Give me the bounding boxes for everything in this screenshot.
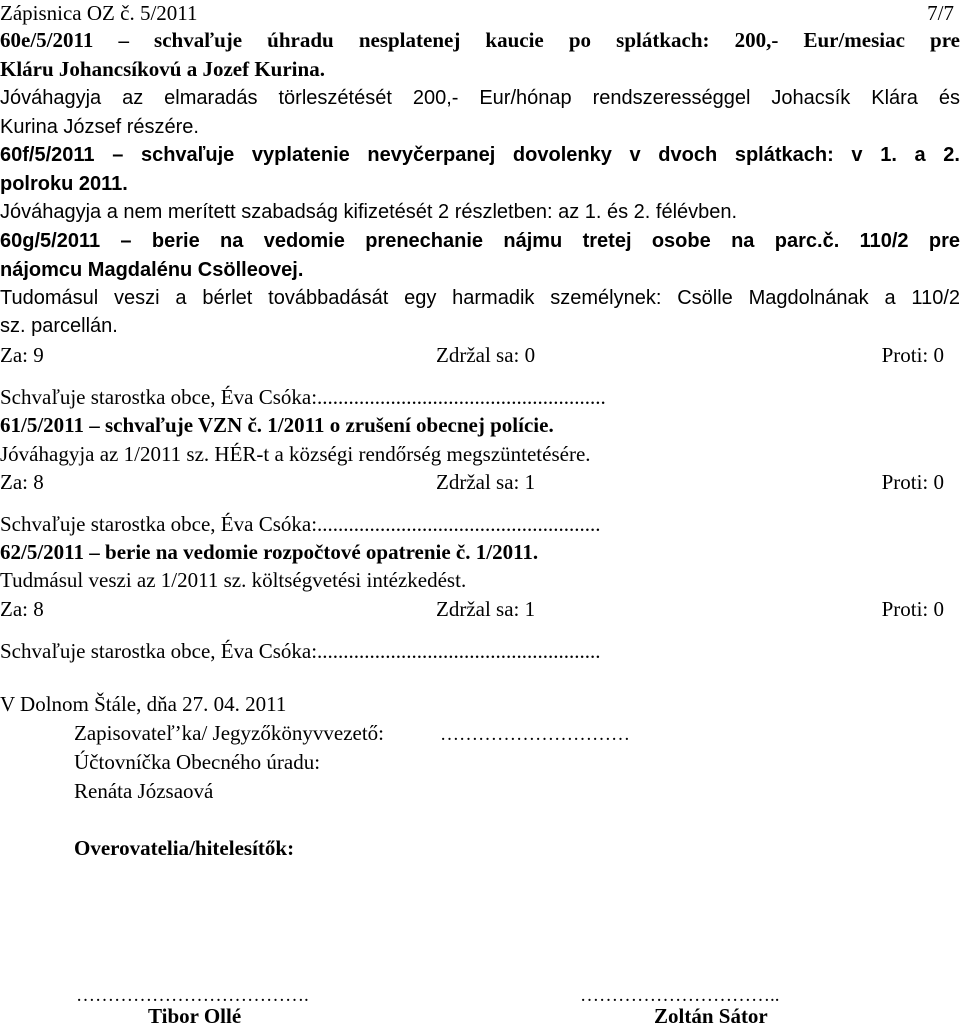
- votes-for: Za: 9: [0, 343, 44, 367]
- document-title: Zápisnica OZ č. 5/2011: [0, 1, 198, 25]
- resolution-60g-hu: Tudomásul veszi a bérlet továbbadását egy harmadik személynek: Csölle Magdolnának a 110/2: [0, 287, 960, 309]
- votes-against: Proti: 0: [881, 470, 944, 494]
- verifier-2-name: Zoltán Sátor: [654, 1004, 768, 1028]
- votes-for: Za: 8: [0, 470, 44, 494]
- accountant-name: Renáta Józsaová: [74, 779, 214, 803]
- resolution-60f-title-cont: polroku 2011.: [0, 173, 128, 195]
- accountant-label: Účtovníčka Obecného úradu:: [74, 750, 321, 774]
- resolution-62-title: 62/5/2011 – berie na vedomie rozpočtové opatrenie č. 1/2011.: [0, 540, 539, 564]
- place-and-date: V Dolnom Štále, dňa 27. 04. 2011: [0, 692, 287, 716]
- resolution-60f-hu: Jóváhagyja a nem merített szabadság kifizetését 2 részletben: az 1. és 2. félévben.: [0, 201, 738, 223]
- votes-against: Proti: 0: [881, 597, 944, 621]
- recorder-signature-dots: …………………………: [440, 724, 630, 745]
- resolution-61-hu: Jóváhagyja az 1/2011 sz. HÉR-t a községi rendőrség megszüntetésére.: [0, 442, 591, 466]
- resolution-60g-hu-cont: sz. parcellán.: [0, 315, 118, 337]
- resolution-60e-hu-cont: Kurina József részére.: [0, 116, 199, 138]
- votes-abstain: Zdržal sa: 1: [436, 470, 536, 494]
- resolution-60e-hu: Jóváhagyja az elmaradás törleszétését 200,- Eur/hónap rendszerességgel Johacsík Klára és: [0, 87, 960, 109]
- resolution-60g-title-cont: nájomcu Magdalénu Csölleovej.: [0, 259, 304, 281]
- verifier-1-signature-dots: ……………………………….: [76, 985, 309, 1006]
- resolution-60g-title: 60g/5/2011 – berie na vedomie prenechanie nájmu tretej osobe na parc.č. 110/2 pre: [0, 230, 960, 252]
- resolution-62-hu: Tudmásul veszi az 1/2011 sz. költségvetési intézkedést.: [0, 568, 467, 592]
- resolution-61-title: 61/5/2011 – schvaľuje VZN č. 1/2011 o zrušení obecnej polície.: [0, 413, 554, 437]
- votes-abstain: Zdržal sa: 0: [436, 343, 536, 367]
- verifiers-label: Overovatelia/hitelesítők:: [74, 836, 295, 860]
- approval-line-3: Schvaľuje starostka obce, Éva Csóka:......................................................: [0, 639, 601, 663]
- verifier-2-signature-dots: …………………………..: [580, 985, 780, 1006]
- votes-abstain: Zdržal sa: 1: [436, 597, 536, 621]
- votes-against: Proti: 0: [881, 343, 944, 367]
- approval-line-2: Schvaľuje starostka obce, Éva Csóka:......................................................: [0, 512, 601, 536]
- page-number: 7/7: [927, 1, 954, 25]
- approval-line-1: Schvaľuje starostka obce, Éva Csóka:.......................................................: [0, 385, 606, 409]
- resolution-60f-title: 60f/5/2011 – schvaľuje vyplatenie nevyčerpanej dovolenky v dvoch splátkach: v 1. a 2.: [0, 144, 960, 166]
- verifier-1-name: Tibor Ollé: [148, 1004, 242, 1028]
- votes-for: Za: 8: [0, 597, 44, 621]
- recorder-label: Zapisovateľ’ka/ Jegyzőkönyvvezető:: [74, 721, 385, 745]
- resolution-60e-title-cont: Kláru Johancsíkovú a Jozef Kurina.: [0, 57, 325, 81]
- resolution-60e-title: 60e/5/2011 – schvaľuje úhradu nesplatenej kaucie po splátkach: 200,- Eur/mesiac pre: [0, 28, 960, 52]
